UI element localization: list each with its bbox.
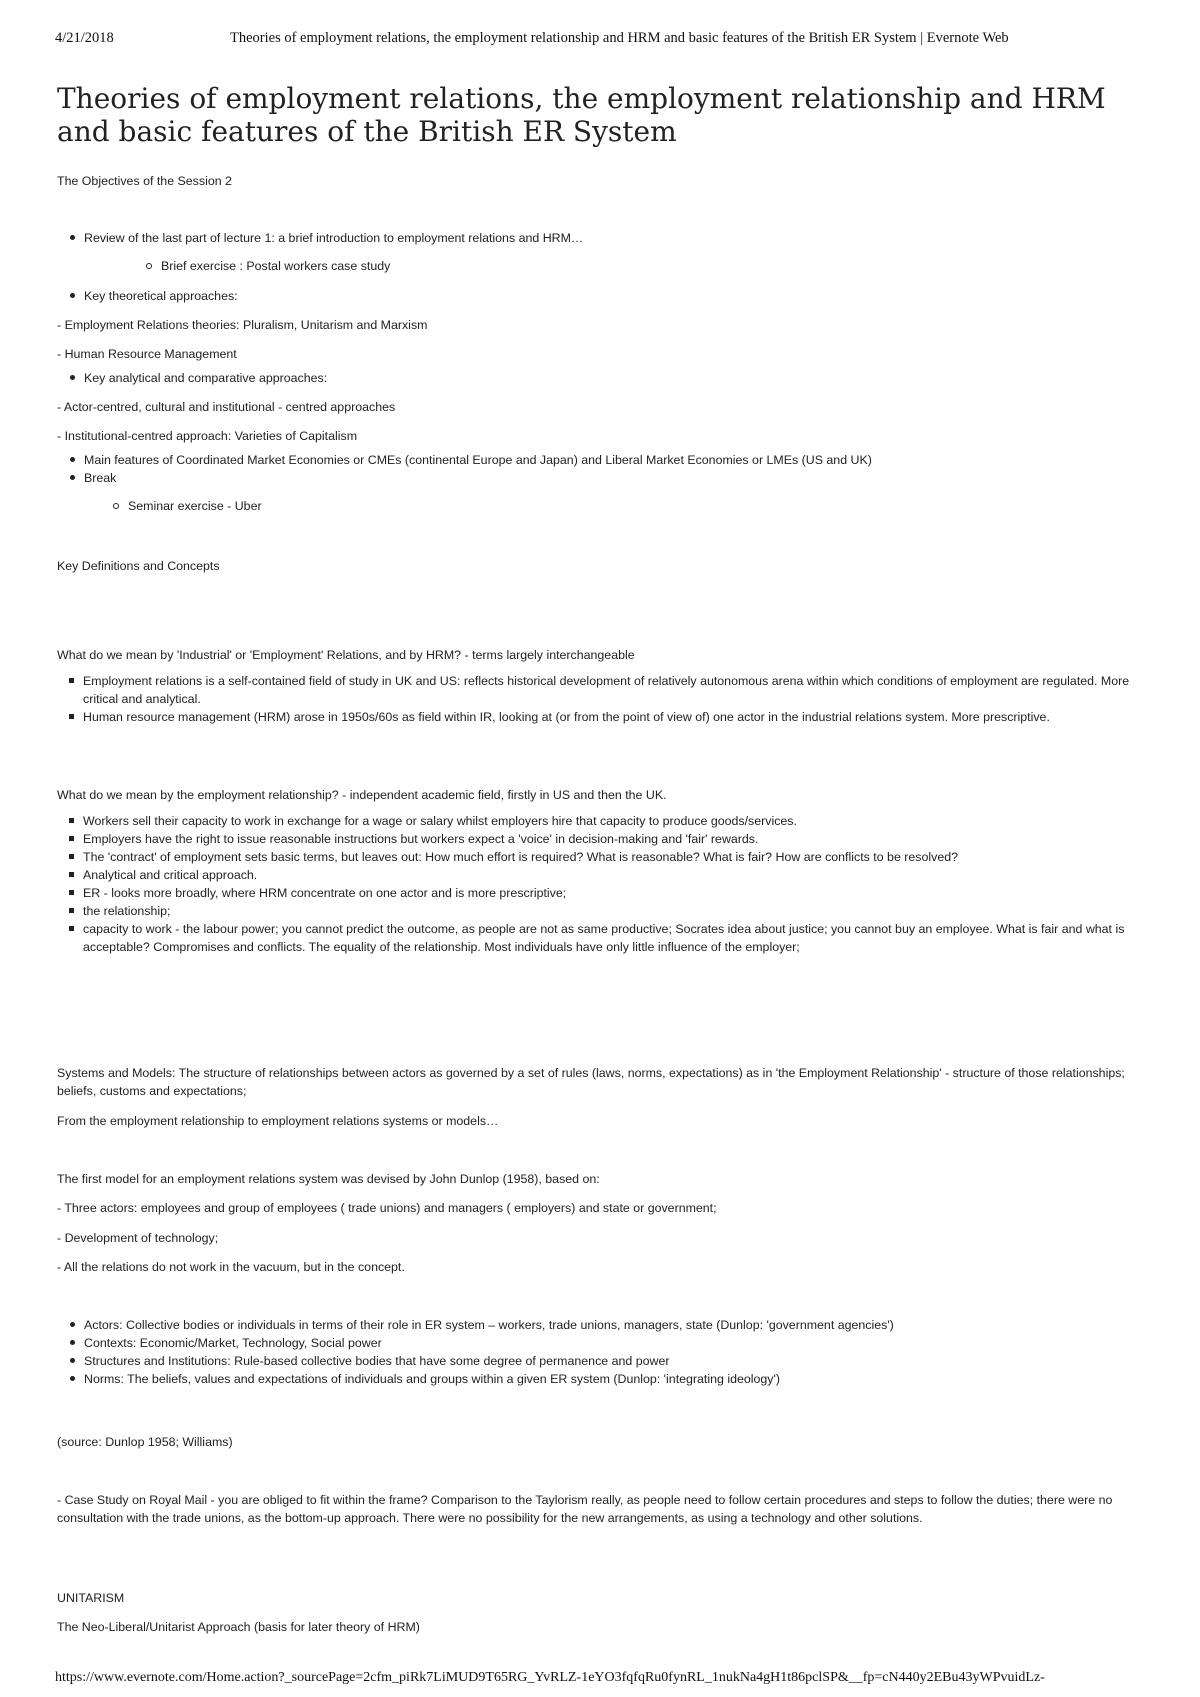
question-2-list <box>83 812 1133 956</box>
list-item: Brief exercise : Postal workers case study <box>161 257 1061 275</box>
section-heading: Key Definitions and Concepts <box>57 559 220 573</box>
print-page-title: Theories of employment relations, the employment relationship and HRM and basic features of the British ER System | Evernote Web <box>230 30 1009 46</box>
paragraph: Systems and Models: The structure of relationships between actors as governed by a set of rules (laws, norms, expectations) as in 'the Employment Relationship' - structure of those relationships; beliefs, customs and expectations; <box>57 1066 1125 1098</box>
list-item: Analytical and critical approach. <box>83 866 1133 884</box>
list-item: the relationship; <box>83 902 1133 920</box>
list-item: Human resource management (HRM) arose in 1950s/60s as field within IR, looking at (or from the point of view of) one actor in the industrial relations system. More prescriptive. <box>83 708 1133 726</box>
list-item: Key analytical and comparative approaches: <box>84 369 1134 387</box>
list-item: Actors: Collective bodies or individuals in terms of their role in ER system – workers, trade unions, managers, state (Dunlop: 'government agencies') <box>84 1316 1134 1334</box>
paragraph: - Employment Relations theories: Pluralism, Unitarism and Marxism <box>57 318 428 332</box>
paragraph: - Institutional-centred approach: Varieties of Capitalism <box>57 429 358 443</box>
paragraph: - Actor-centred, cultural and institutional - centred approaches <box>57 400 396 414</box>
paragraph: The Neo-Liberal/Unitarist Approach (basis for later theory of HRM) <box>57 1620 420 1634</box>
paragraph: From the employment relationship to employment relations systems or models… <box>57 1114 499 1128</box>
list-item: Workers sell their capacity to work in exchange for a wage or salary whilst employers hire that capacity to produce goods/services. <box>83 812 1133 830</box>
list-item: The 'contract' of employment sets basic terms, but leaves out: How much effort is required? What is reasonable? What is fair? How are conflicts to be resolved? <box>83 848 1133 866</box>
paragraph: (source: Dunlop 1958; Williams) <box>57 1435 233 1449</box>
paragraph: - Human Resource Management <box>57 347 237 361</box>
list-item: Key theoretical approaches: <box>84 287 1134 305</box>
question-1: What do we mean by 'Industrial' or 'Employment' Relations, and by HRM? - terms largely interchangeable <box>57 648 635 662</box>
paragraph: - All the relations do not work in the vacuum, but in the concept. <box>57 1260 405 1274</box>
paragraph: The first model for an employment relations system was devised by John Dunlop (1958), based on: <box>57 1172 600 1186</box>
paragraph: - Development of technology; <box>57 1231 219 1245</box>
list-item: Main features of Coordinated Market Economies or CMEs (continental Europe and Japan) and Liberal Market Economies or LMEs (US and UK) <box>84 451 1134 469</box>
list-item: Norms: The beliefs, values and expectations of individuals and groups within a given ER system (Dunlop: 'integrating ideology') <box>84 1370 1134 1388</box>
list-item: Structures and Institutions: Rule-based collective bodies that have some degree of permanence and power <box>84 1352 1134 1370</box>
list-item: Employment relations is a self-contained field of study in UK and US: reflects historical development of relatively autonomous arena within which conditions of employment are regulated. More critical and analytical. <box>83 672 1133 708</box>
objectives-list <box>84 369 1134 387</box>
list-item: Contexts: Economic/Market, Technology, Social power <box>84 1334 1134 1352</box>
list-item: ER - looks more broadly, where HRM concentrate on one actor and is more prescriptive; <box>83 884 1133 902</box>
list-item: Seminar exercise - Uber <box>128 497 1028 515</box>
question-2: What do we mean by the employment relationship? - independent academic field, firstly in US and then the UK. <box>57 788 667 802</box>
print-header <box>55 30 1160 47</box>
list-item: Break <box>84 469 1134 487</box>
objectives-list <box>84 287 1134 305</box>
list-item: Review of the last part of lecture 1: a brief introduction to employment relations and HRM… <box>84 229 1134 247</box>
objectives-list <box>84 229 1134 247</box>
list-item: Employers have the right to issue reasonable instructions but workers expect a 'voice' in decision-making and 'fair' rewards. <box>83 830 1133 848</box>
list-item: capacity to work - the labour power; you cannot predict the outcome, as people are not as same productive; Socrates idea about justice; you cannot buy an employee. What is fair and what is acceptable? Compromises and conflicts. The equality of the relationship. Most individuals have only little influence of the employer; <box>83 920 1133 956</box>
section-heading: UNITARISM <box>57 1591 125 1605</box>
objectives-sublist <box>128 497 1028 515</box>
paragraph: - Three actors: employees and group of employees ( trade unions) and managers ( employers) and state or government; <box>57 1201 717 1215</box>
dunlop-model-list <box>84 1316 1134 1388</box>
print-date: 4/21/2018 <box>55 30 114 46</box>
objectives-heading: The Objectives of the Session 2 <box>57 174 232 188</box>
question-1-list <box>83 672 1133 726</box>
note-title: Theories of employment relations, the employment relationship and HRM and basic features of the British ER System <box>57 82 1106 148</box>
paragraph: - Case Study on Royal Mail - you are obliged to fit within the frame? Comparison to the Taylorism really, as people need to follow certain procedures and steps to follow the duties; there were no consultation with the trade unions, as the bottom-up approach. There were no possibility for the new arrangements, as using a technology and other solutions. <box>57 1493 1113 1525</box>
objectives-sublist <box>161 257 1061 275</box>
objectives-list <box>84 451 1134 487</box>
print-footer-url: https://www.evernote.com/Home.action?_sourcePage=2cfm_piRk7LiMUD9T65RG_YvRLZ-1eYO3fqfqRu0fynRL_1nukNa4gH1t86pclSP&__fp=cN440y2EBu43yWPvuidLz- <box>55 1670 1045 1685</box>
